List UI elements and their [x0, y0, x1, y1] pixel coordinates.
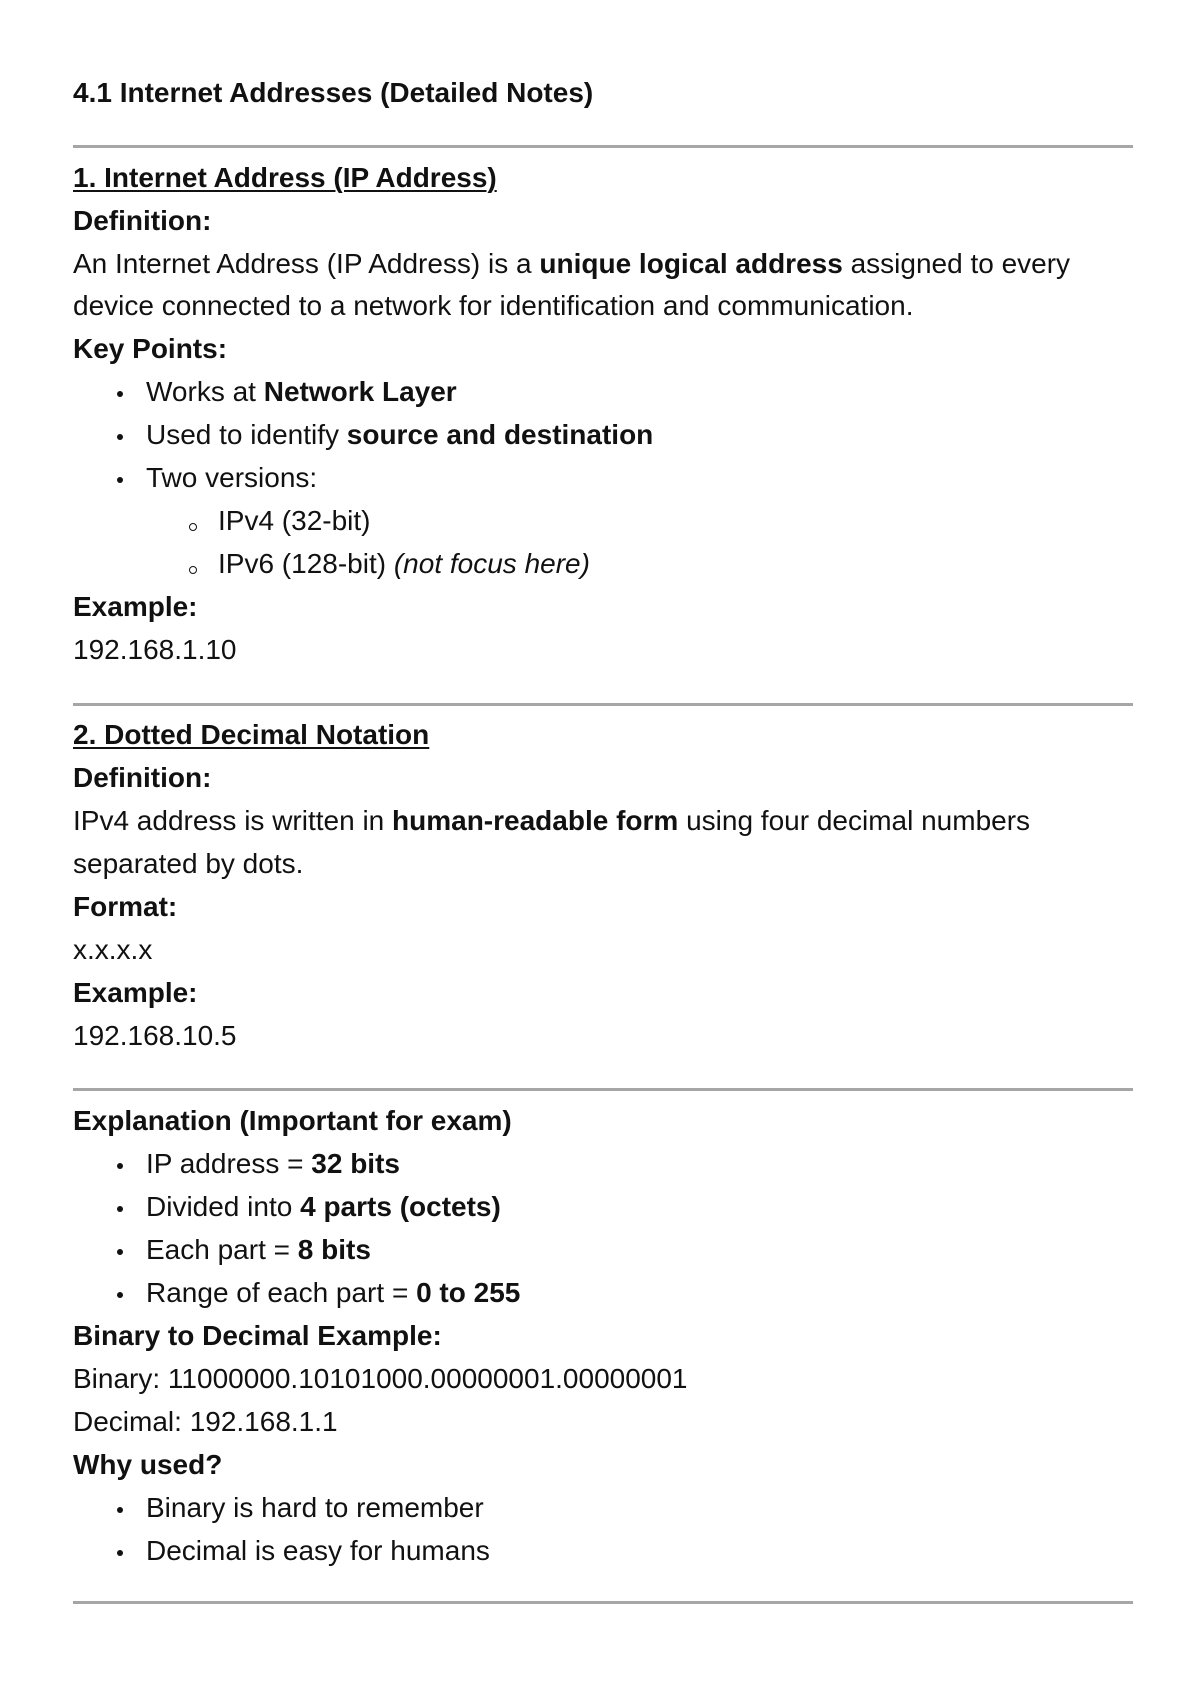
divider: [73, 145, 1133, 148]
bullet-icon: [110, 1276, 130, 1310]
list-item: Decimal is easy for humans: [146, 1535, 490, 1566]
definition-text: [73, 247, 1070, 281]
list-item: [146, 375, 457, 409]
bullet-icon: [110, 418, 130, 452]
bullet-icon: [110, 1491, 130, 1525]
definition-text-part: using four decimal numbers: [678, 805, 1031, 836]
decimal-line: Decimal: 192.168.1.1: [73, 1406, 338, 1437]
divider: [73, 703, 1133, 706]
list-item-emphasis: 32 bits: [311, 1148, 400, 1179]
divider: [73, 1601, 1133, 1604]
section-heading-ip-address: 1. Internet Address (IP Address): [73, 162, 497, 193]
binary-line: Binary: 11000000.10101000.00000001.00000001: [73, 1363, 688, 1394]
bullet-icon: [110, 1190, 130, 1224]
list-item: [146, 418, 653, 452]
list-item: [146, 1233, 371, 1267]
definition-text-part: An Internet Address (IP Address) is a: [73, 248, 540, 279]
sub-list-item-text: IPv6 (128-bit): [218, 548, 394, 579]
list-item-emphasis: 4 parts (octets): [300, 1191, 501, 1222]
list-item-text: Divided into: [146, 1191, 301, 1222]
why-used-label: Why used?: [73, 1449, 223, 1480]
sub-list-item-note: (not focus here): [393, 548, 590, 579]
key-points-label: Key Points:: [73, 333, 228, 364]
definition-text-line2: separated by dots.: [73, 848, 304, 879]
bullet-icon: [110, 1233, 130, 1267]
example-value: 192.168.10.5: [73, 1020, 237, 1051]
explanation-heading: Explanation (Important for exam): [73, 1105, 512, 1136]
page-title: 4.1 Internet Addresses (Detailed Notes): [73, 77, 594, 108]
section-heading-dotted-decimal: 2. Dotted Decimal Notation: [73, 719, 430, 750]
bullet-icon: [110, 1534, 130, 1568]
sub-bullet-icon: [183, 504, 203, 538]
list-item-emphasis: 0 to 255: [416, 1277, 521, 1308]
format-value: x.x.x.x: [73, 934, 153, 965]
example-label: Example:: [73, 977, 198, 1008]
definition-label: Definition:: [73, 762, 212, 793]
list-item-text: Works at: [146, 376, 264, 407]
example-value: 192.168.1.10: [73, 634, 237, 665]
list-item: [146, 1190, 501, 1224]
definition-text-part: IPv4 address is written in: [73, 805, 393, 836]
list-item-text: Each part =: [146, 1234, 298, 1265]
list-item-text: Used to identify: [146, 419, 347, 450]
example-label: Example:: [73, 591, 198, 622]
definition-emphasis: unique logical address: [539, 248, 843, 279]
definition-text-part: assigned to every: [842, 248, 1071, 279]
list-item: [146, 1276, 520, 1310]
sub-list-item: [218, 547, 590, 581]
list-item: Binary is hard to remember: [146, 1492, 484, 1523]
sub-bullet-icon: [183, 547, 203, 581]
definition-text: [73, 804, 1030, 838]
definition-emphasis: human-readable form: [392, 805, 679, 836]
list-item-emphasis: source and destination: [346, 419, 654, 450]
list-item: Two versions:: [146, 462, 318, 493]
list-item: [146, 1147, 400, 1181]
bullet-icon: [110, 1147, 130, 1181]
binary-example-label: Binary to Decimal Example:: [73, 1320, 442, 1351]
list-item-text: Range of each part =: [146, 1277, 417, 1308]
bullet-icon: [110, 375, 130, 409]
definition-label: Definition:: [73, 205, 212, 236]
list-item-emphasis: 8 bits: [297, 1234, 371, 1265]
divider: [73, 1088, 1133, 1091]
list-item-text: IP address =: [146, 1148, 312, 1179]
definition-text-line2: device connected to a network for identification and communication.: [73, 290, 914, 321]
sub-list-item: IPv4 (32-bit): [218, 505, 371, 536]
bullet-icon: [110, 461, 130, 495]
format-label: Format:: [73, 891, 178, 922]
list-item-emphasis: Network Layer: [263, 376, 457, 407]
